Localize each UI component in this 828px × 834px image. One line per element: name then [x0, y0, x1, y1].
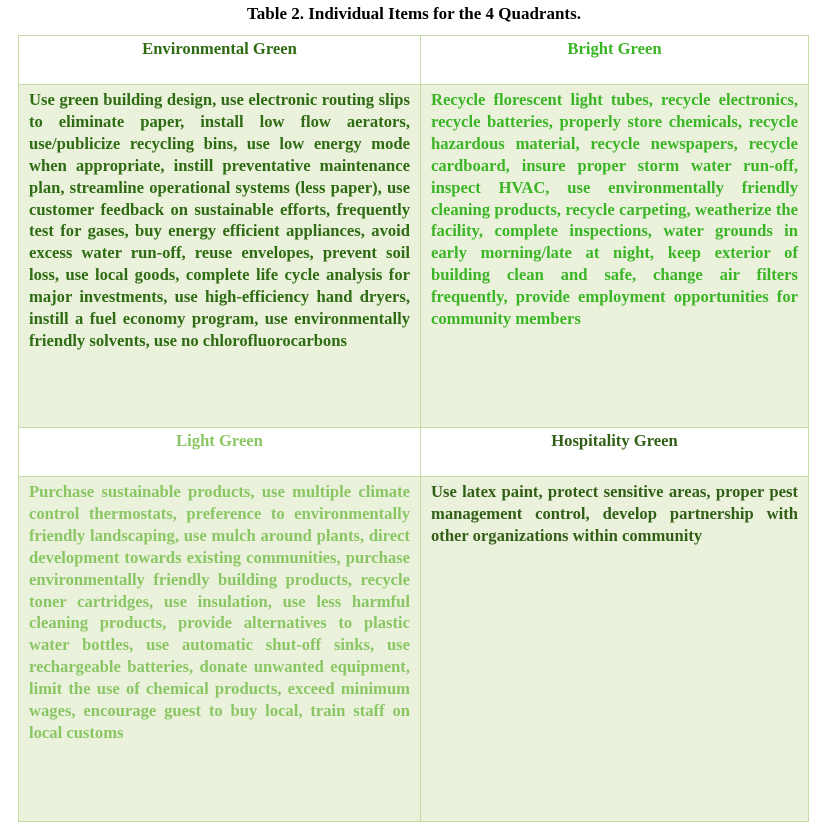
bright-green-header	[421, 36, 809, 85]
table-header-row-top	[19, 36, 809, 85]
hospitality-green-title: Hospitality Green	[551, 431, 678, 450]
bright-green-title: Bright Green	[567, 39, 662, 58]
quadrants-table	[18, 35, 809, 822]
hospitality-green-cell	[421, 477, 809, 822]
table-caption: Table 2. Individual Items for the 4 Quadrants.	[247, 4, 581, 23]
light-green-header	[19, 428, 421, 477]
environmental-green-header	[19, 36, 421, 85]
environmental-green-cell	[19, 85, 421, 428]
table-body-row-bottom	[19, 477, 809, 822]
table-body-row-top	[19, 85, 809, 428]
hospitality-green-items: Use latex paint, protect sensitive areas, proper pest management control, develop partnership with other organizations within community	[431, 482, 798, 545]
bright-green-cell	[421, 85, 809, 428]
light-green-title: Light Green	[176, 431, 263, 450]
environmental-green-items: Use green building design, use electronic routing slips to eliminate paper, install low flow aerators, use/publicize recycling bins, use low energy mode when appropriate, instill preventative maintenance plan, streamline operational systems (less paper), use customer feedback on sustainable efforts, frequently test for gases, buy energy efficient appliances, avoid excess water run-off, reuse envelopes, prevent soil loss, use local goods, complete life cycle analysis for major investments, use high-efficiency hand dryers, instill a fuel economy program, use environmentally friendly solvents, use no chlorofluorocarbons	[29, 90, 410, 350]
environmental-green-title: Environmental Green	[142, 39, 297, 58]
light-green-items: Purchase sustainable products, use multiple climate control thermostats, preference to environmentally friendly landscaping, use mulch around plants, direct development towards existing communities, purchase environmentally friendly building products, recycle toner cartridges, use insulation, use less harmful cleaning products, provide alternatives to plastic water bottles, use automatic shut-off sinks, use rechargeable batteries, donate unwanted equipment, limit the use of chemical products, exceed minimum wages, encourage guest to buy local, train staff on local customs	[29, 482, 410, 742]
light-green-cell	[19, 477, 421, 822]
table-header-row-bottom	[19, 428, 809, 477]
bright-green-items: Recycle florescent light tubes, recycle electronics, recycle batteries, properly store chemicals, recycle hazardous material, recycle newspapers, recycle cardboard, insure proper storm water run-off, inspect HVAC, use environmentally friendly cleaning products, recycle carpeting, weatherize the facility, complete inspections, water grounds in early morning/late at night, keep exterior of building clean and safe, change air filters frequently, provide employment opportunities for community members	[431, 90, 798, 329]
hospitality-green-header	[421, 428, 809, 477]
